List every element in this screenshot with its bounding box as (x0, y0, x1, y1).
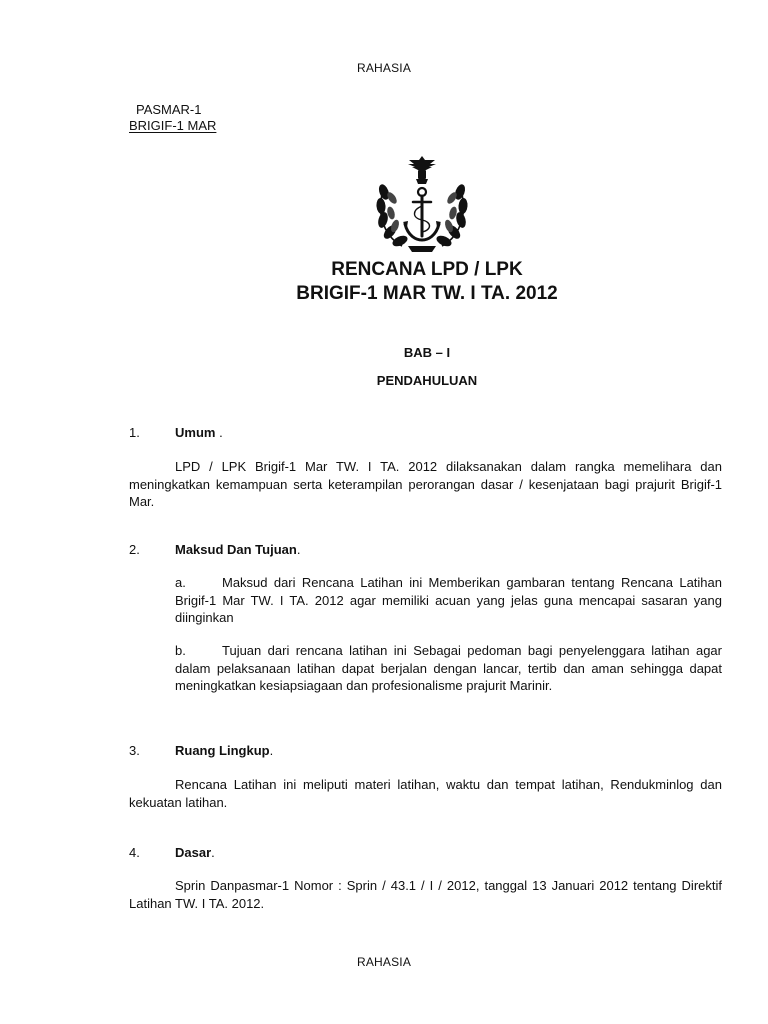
sub-item-text: Tujuan dari rencana latihan ini Sebagai pedoman bagi penyelenggara latihan agar dalam pelaksanaan latihan dapat berjalan dengan lancar, tertib dan aman sehingga dapat meningkatkan kesiapsiagaan dan profesionalisme prajurit Marinir. (175, 643, 722, 693)
section-title (175, 845, 215, 860)
section-title-trail: . (211, 845, 215, 860)
section-title-text: Maksud Dan Tujuan (175, 542, 297, 557)
section-number: 1. (129, 425, 140, 440)
classification-footer: RAHASIA (356, 955, 412, 969)
anchor-wreath-emblem-icon (372, 150, 472, 254)
section-number: 4. (129, 845, 140, 860)
section-title-trail: . (215, 425, 223, 440)
section-paragraph (129, 877, 722, 912)
section-title (175, 425, 223, 440)
section-title-trail: . (269, 743, 274, 758)
sub-item (175, 642, 722, 695)
section-body: Rencana Latihan ini meliputi materi latihan, waktu dan tempat latihan, Rendukminlog dan kekuatan latihan. (129, 777, 722, 810)
unit-block (129, 102, 216, 134)
classification-header: RAHASIA (356, 61, 412, 75)
section-body: Sprin Danpasmar-1 Nomor : Sprin / 43.1 / I / 2012, tanggal 13 Januari 2012 tentang Direktif Latihan TW. I TA. 2012. (129, 878, 722, 911)
unit-line-brigif: BRIGIF-1 MAR (129, 118, 217, 133)
section-number: 2. (129, 542, 140, 557)
document-title-line2: BRIGIF-1 MAR TW. I TA. 2012 (296, 283, 558, 304)
section-title-text: Ruang Lingkup (175, 743, 270, 758)
chapter-label: BAB – I (403, 345, 451, 360)
section-title (175, 542, 300, 557)
chapter-name: PENDAHULUAN (376, 373, 478, 388)
section-paragraph (129, 458, 722, 511)
section-title-trail: . (296, 542, 301, 557)
sub-item (175, 574, 722, 627)
sub-item-label: a. (175, 575, 186, 590)
document-title-line1: RENCANA LPD / LPK (331, 259, 523, 280)
section-title (175, 743, 273, 758)
unit-line-pasmar: PASMAR-1 (136, 102, 202, 117)
sub-item-text: Maksud dari Rencana Latihan ini Memberikan gambaran tentang Rencana Latihan Brigif-1 Mar TW. I TA. 2012 agar memiliki acuan yang jelas guna mencapai sasaran yang diinginkan (175, 575, 722, 625)
sub-item-label: b. (175, 643, 186, 658)
section-body: LPD / LPK Brigif-1 Mar TW. I TA. 2012 dilaksanakan dalam rangka memelihara dan meningkatkan kemampuan serta keterampilan perorangan dasar / kesenjataan bagi prajurit Brigif-1 Mar. (129, 459, 722, 509)
section-paragraph (129, 776, 722, 811)
section-number: 3. (129, 743, 140, 758)
section-title-text: Umum (175, 425, 216, 440)
section-title-text: Dasar (175, 845, 212, 860)
